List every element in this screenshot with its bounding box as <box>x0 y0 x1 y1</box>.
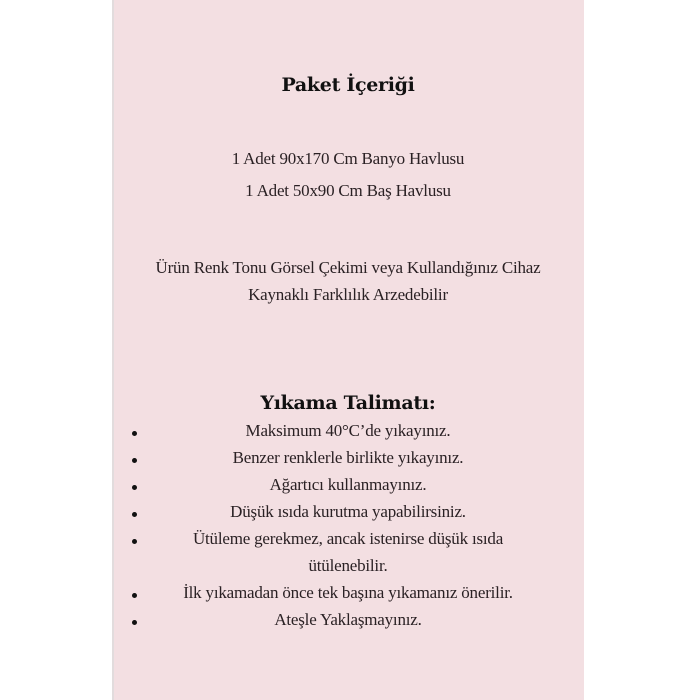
package-item: 1 Adet 50x90 Cm Baş Havlusu <box>245 181 451 200</box>
list-item: Ağartıcı kullanmayınız. <box>269 475 427 494</box>
package-contents-title: Paket İçeriği <box>281 74 415 96</box>
disclaimer-line: Ürün Renk Tonu Görsel Çekimi veya Kullandığınız Cihaz <box>155 258 541 277</box>
list-item: Maksimum 40°C’de yıkayınız. <box>245 421 451 440</box>
list-item: İlk yıkamadan önce tek başına yıkamanız önerilir. <box>183 583 513 602</box>
list-item: Düşük ısıda kurutma yapabilirsiniz. <box>230 502 466 521</box>
washing-instructions-title: Yıkama Talimatı: <box>260 392 436 414</box>
list-item: Ateşle Yaklaşmayınız. <box>274 610 422 629</box>
product-info-panel <box>112 0 584 700</box>
package-item: 1 Adet 90x170 Cm Banyo Havlusu <box>231 149 465 168</box>
list-item-continuation: ütülenebilir. <box>308 556 388 575</box>
list-item: Ütüleme gerekmez, ancak istenirse düşük ısıda <box>192 529 504 548</box>
list-item: Benzer renklerle birlikte yıkayınız. <box>232 448 464 467</box>
disclaimer-line: Kaynaklı Farklılık Arzedebilir <box>248 285 448 304</box>
